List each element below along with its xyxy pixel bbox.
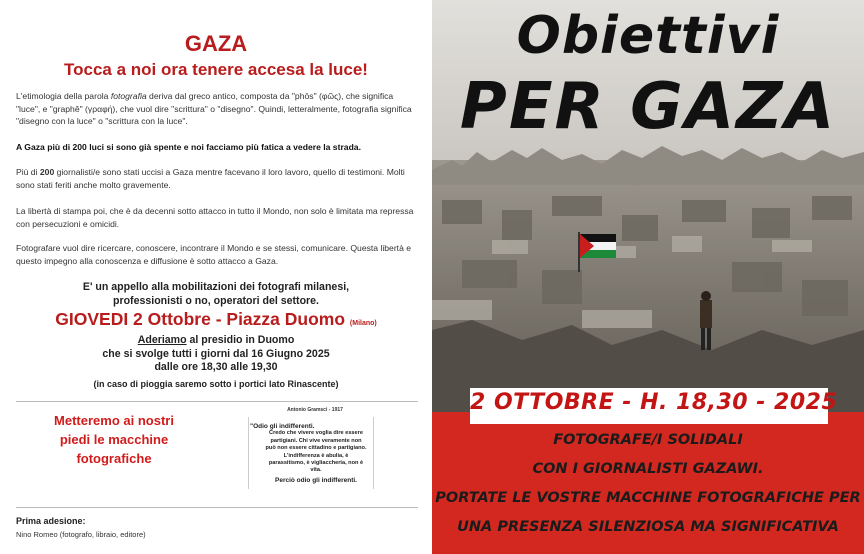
poster-panel [432,0,864,554]
divider [16,401,418,402]
poster-line-1: FOTOGRAFE/I SOLIDALI [553,432,743,448]
event-title: GIOVEDI 2 Ottobre - Piazza Duomo (Milano) [55,309,377,329]
quote-author: Antonio Gramsci - 1917 [287,407,343,413]
poster-line-2: CON I GIORNALISTI GAZAWI. [532,461,764,477]
adhesion-name: Nino Romeo (fotografo, libraio, editore) [16,530,146,539]
cameras-callout: Metteremo ai nostri piedi le macchine fotografiche [54,413,174,466]
photography-paragraph: Fotografare vuol dire ricercare, conoscere, incontrare il Mondo e se stessi, comunicare. Questa libertà e questo impegno alla conoscenza e diffusione è sotto attacco a Gaza. [16,243,412,266]
adhesion-label: Prima adesione: [16,516,86,526]
poster-title-line1: Obiettivi [516,6,780,66]
event-details: Aderiamo al presidio in Duomo che si svolge tutti i giorni dal 16 Giugno 2025 dalle ore 18,30 alle 19,30 [102,334,330,373]
divider [16,507,418,508]
gramsci-quote [240,407,390,495]
journalists-paragraph: Più di 200 giornalisti/e sono stati uccisi a Gaza mentre facevano il loro lavoro, quello di testimoni. Molti sono stati feriti anche molto gravemente. [16,167,405,190]
page-subtitle: Tocca a noi ora tenere accesa la luce! [64,60,368,79]
quote-text: "Odio gli indifferenti. Credo che vivere voglia dire essere partigiani. Chi vive veramente non può non essere cittadino e partigiano. L'indifferenza è abulia, è parassitismo, è vigliaccheria, non è vita. Perciò odio gli indifferenti. [250,423,367,484]
lights-paragraph: A Gaza più di 200 luci si sono già spente e noi facciamo più fatica a vedere la strada. [16,142,361,152]
poster-date: 2 OTTOBRE - H. 18,30 - 2025 [470,390,838,415]
appeal-text: E' un appello alla mobilitazioni dei fotografi milanesi, professionisti o no, operatori del settore. [82,281,350,307]
rain-note: (in caso di pioggia saremo sotto i portici lato Rinascente) [93,379,339,389]
poster-line-4: UNA PRESENZA SILENZIOSA MA SIGNIFICATIVA [457,519,839,535]
page-title: GAZA [184,31,248,56]
press-freedom-paragraph: La libertà di stampa poi, che è da decenni sotto attacco in tutto il Mondo, non solo è limitata ma repressa con persecuzioni e omicidi. [16,206,414,229]
poster-title-line2: PER GAZA [459,70,837,144]
poster-line-3: PORTATE LE VOSTRE MACCHINE FOTOGRAFICHE PER [435,490,861,506]
etymology-paragraph: L'etimologia della parola fotografia deriva dal greco antico, composta da "phōs" (φῶς), che significa "luce", e "graphê" (γραφή), che vuol dire "scrittura" o "disegno". Quindi, letteralmente, fotografia significa "disegno con la luce" o "scrittura con la luce". [16,91,412,126]
